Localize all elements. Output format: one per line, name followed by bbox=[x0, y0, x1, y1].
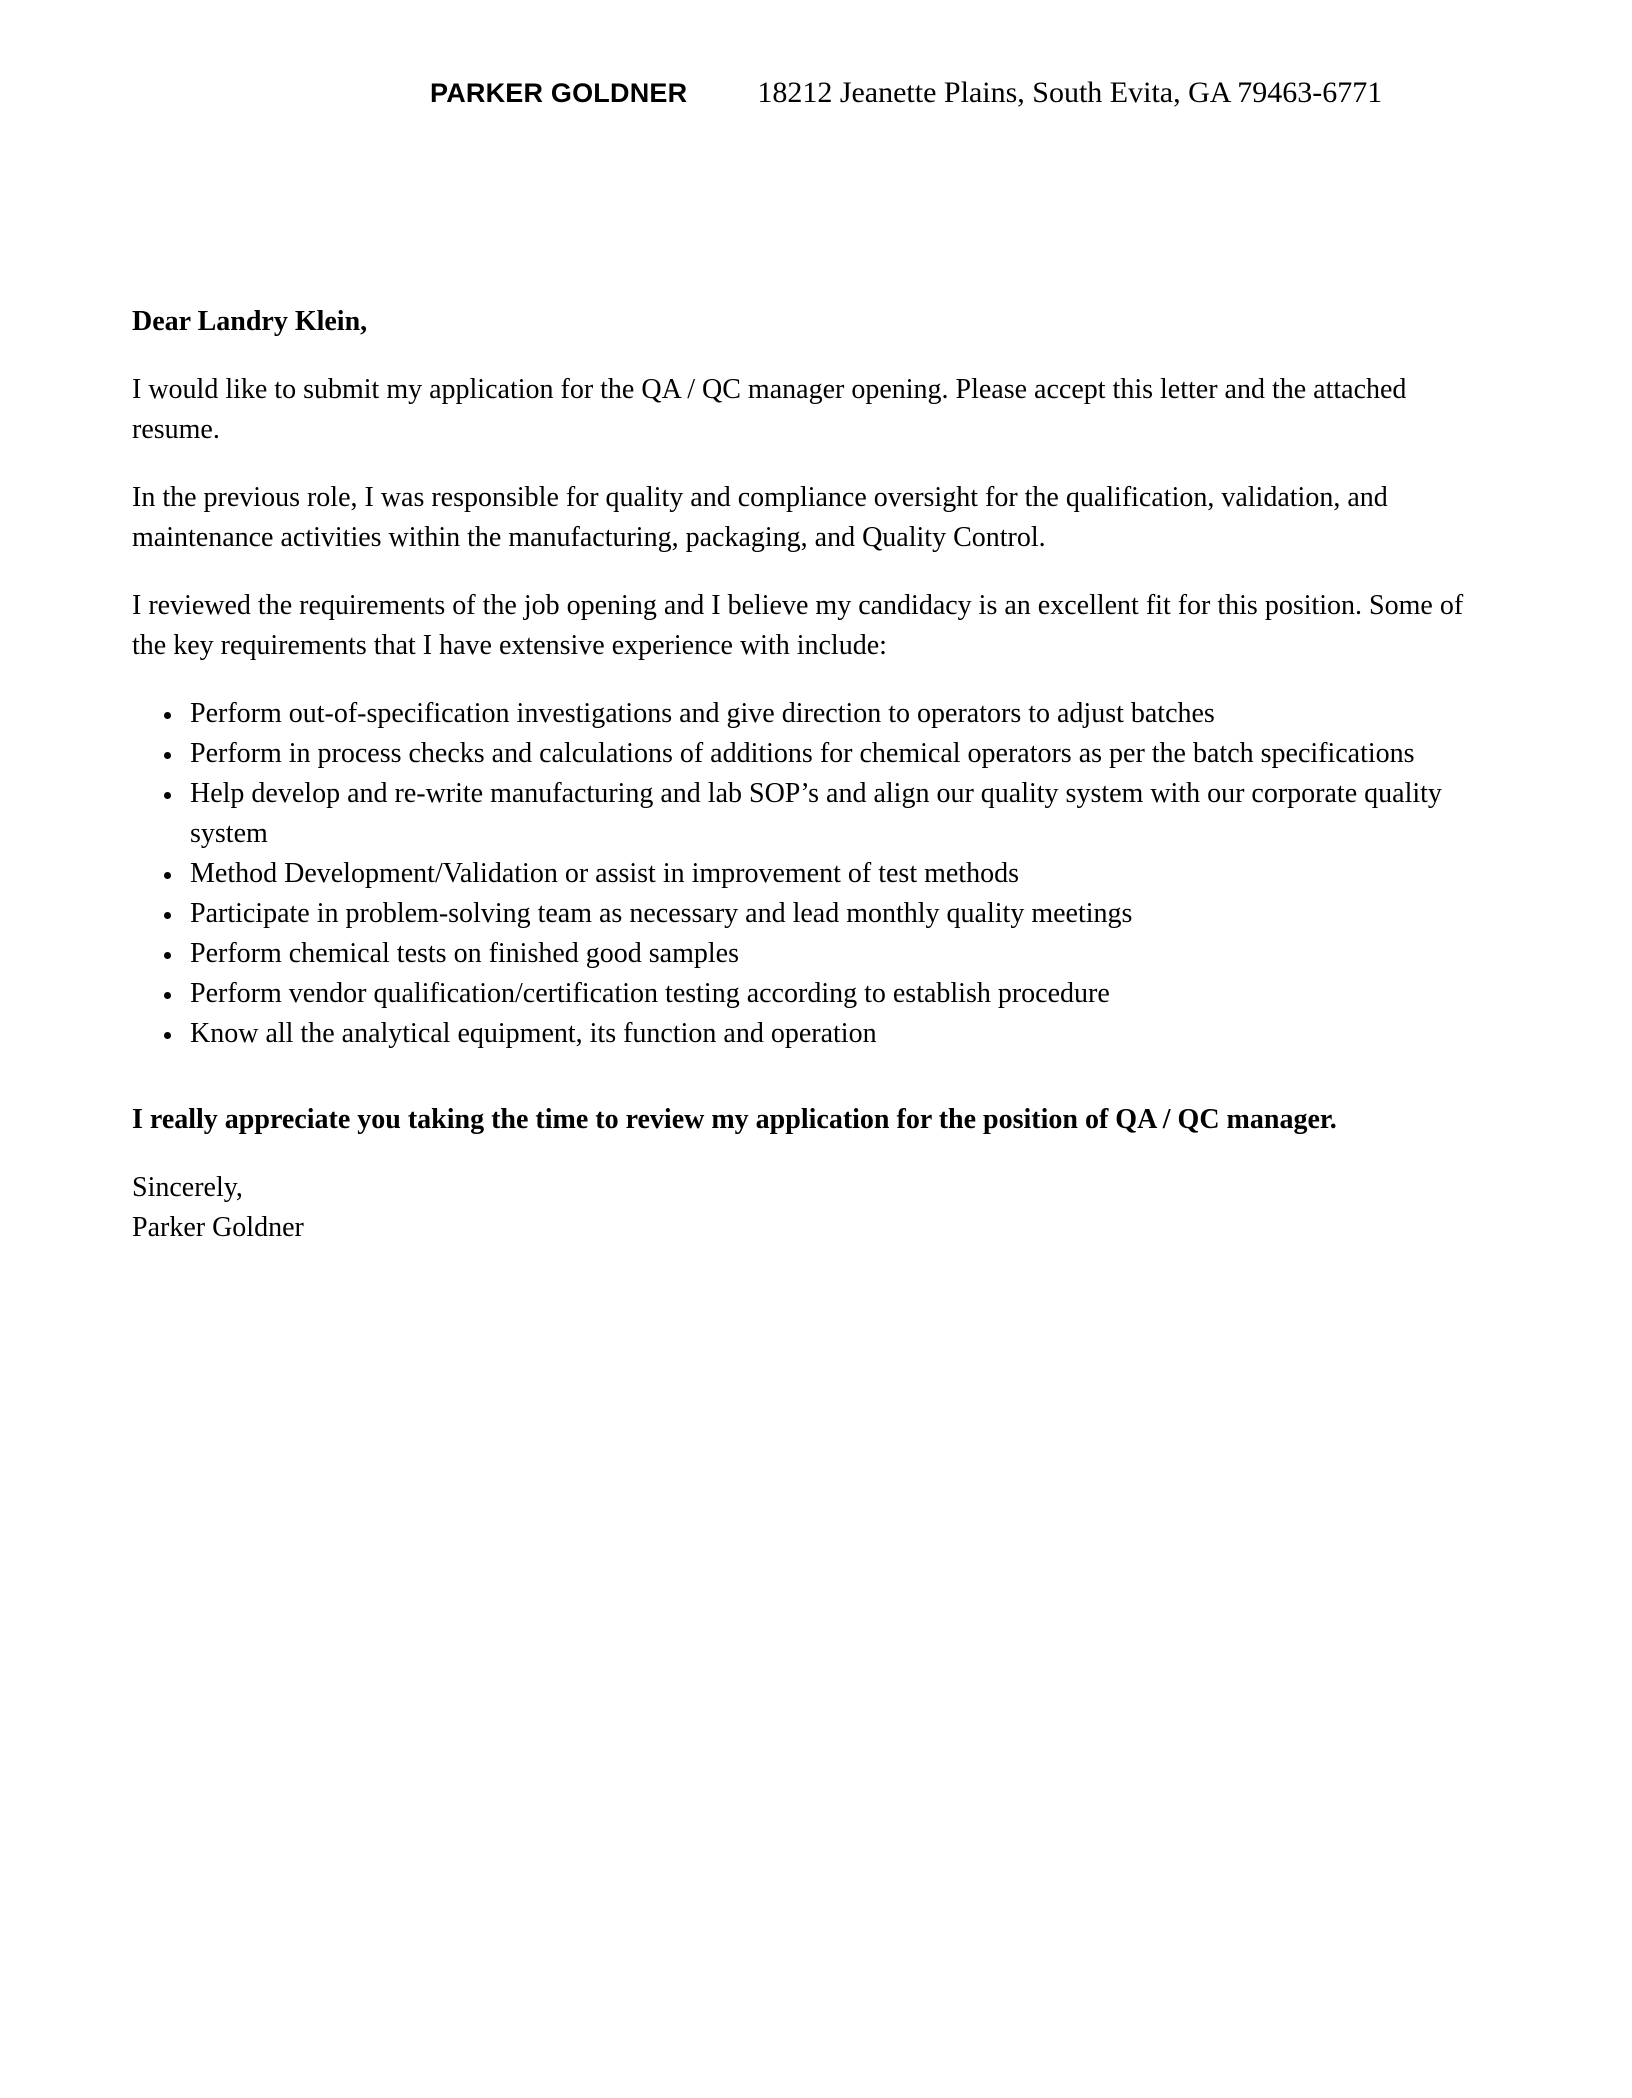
signoff-salutation: Sincerely, bbox=[132, 1172, 243, 1203]
list-item: • Participate in problem-solving team as necessary and lead monthly quality meetings bbox=[184, 894, 1480, 934]
requirements-list bbox=[132, 694, 1480, 1054]
list-item: • Know all the analytical equipment, its function and operation bbox=[184, 1014, 1480, 1054]
paragraph-requirements-intro: I reviewed the requirements of the job opening and I believe my candidacy is an excellent fit for this position. Some of the key requirements that I have extensive experience with include: bbox=[132, 590, 1464, 661]
list-item: • Perform out-of-specification investigations and give direction to operators to adjust batches bbox=[184, 694, 1480, 734]
paragraph-application: I would like to submit my application for the QA / QC manager opening. Please accept this letter and the attached resume. bbox=[132, 374, 1407, 445]
signoff-block bbox=[132, 1168, 1480, 1248]
sender-address: 18212 Jeanette Plains, South Evita, GA 79463-6771 bbox=[757, 76, 1383, 109]
letterhead bbox=[0, 0, 1632, 110]
sender-name: PARKER GOLDNER bbox=[430, 78, 688, 108]
list-item: • Help develop and re-write manufacturing and lab SOP’s and align our quality system with our corporate quality system bbox=[184, 774, 1480, 854]
letter-body bbox=[132, 302, 1480, 1248]
signature-name: Parker Goldner bbox=[132, 1212, 304, 1243]
paragraph-previous-role: In the previous role, I was responsible for quality and compliance oversight for the qualification, validation, and maintenance activities within the manufacturing, packaging, and Quality Control. bbox=[132, 482, 1388, 553]
greeting: Dear Landry Klein, bbox=[132, 306, 368, 337]
closing-paragraph: I really appreciate you taking the time to review my application for the position of QA / QC manager. bbox=[132, 1104, 1337, 1135]
list-item: • Perform vendor qualification/certification testing according to establish procedure bbox=[184, 974, 1480, 1014]
list-item: • Perform in process checks and calculations of additions for chemical operators as per the batch specifications bbox=[184, 734, 1480, 774]
list-item: • Method Development/Validation or assist in improvement of test methods bbox=[184, 854, 1480, 894]
list-item: • Perform chemical tests on finished good samples bbox=[184, 934, 1480, 974]
